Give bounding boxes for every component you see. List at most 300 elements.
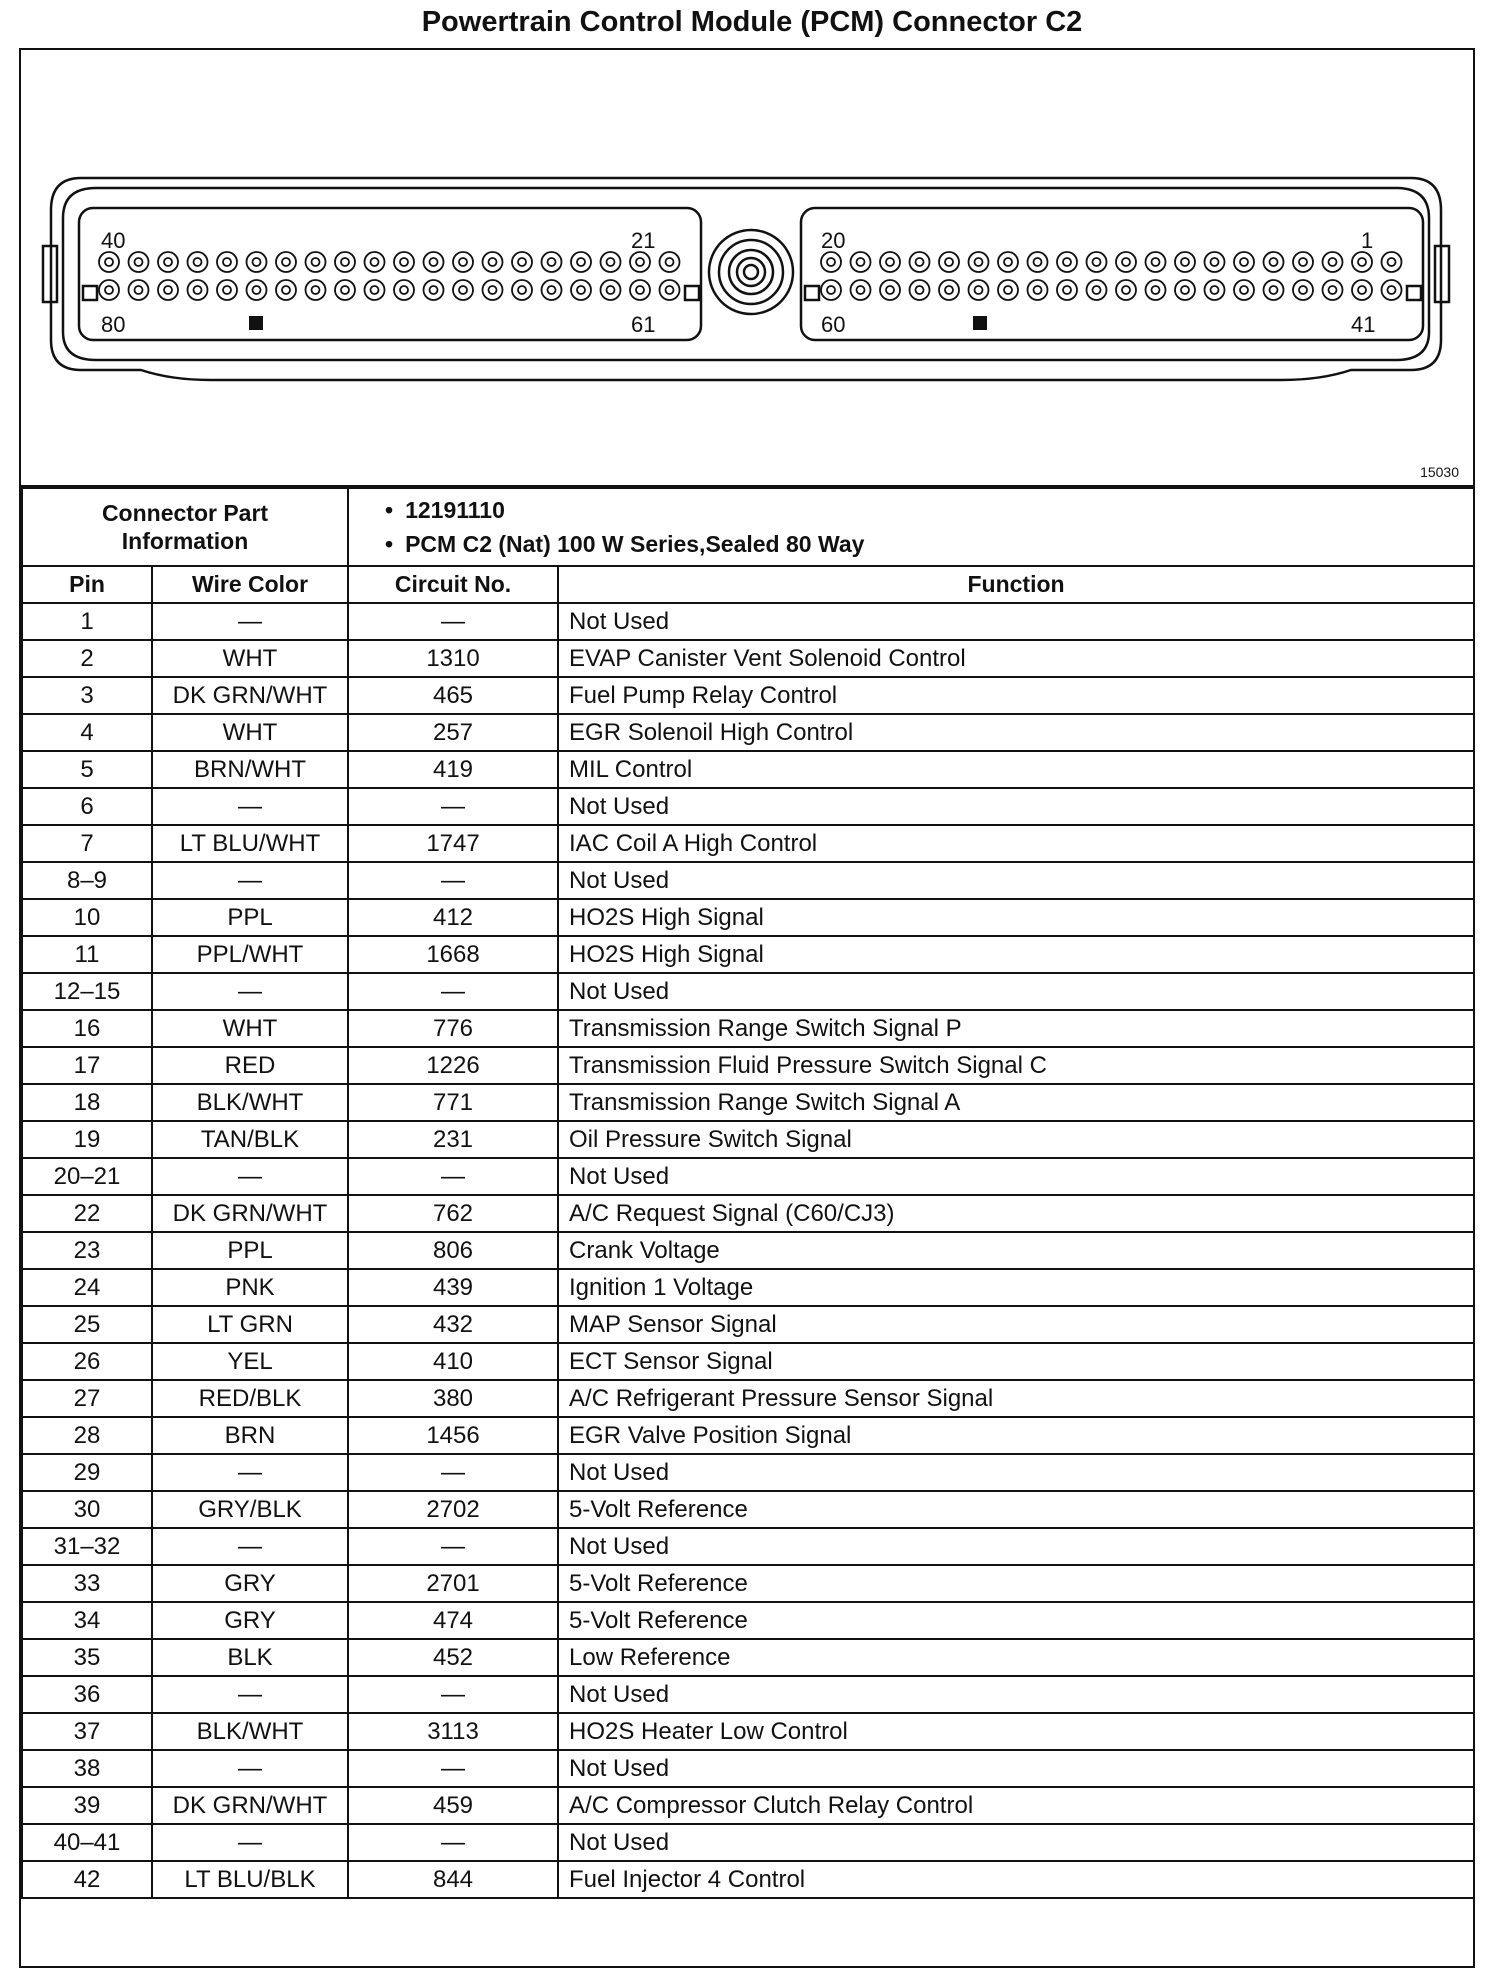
cell-pin: 7 [22,825,152,862]
cell-circuit: — [348,1824,558,1861]
cell-pin: 24 [22,1269,152,1306]
right-block-pin [1352,280,1372,300]
cell-function: Not Used [558,1676,1474,1713]
left-block-pin [365,252,385,272]
left-block-pin-center [430,286,438,294]
document-frame [19,48,1475,1968]
left-block-pin-center [548,258,556,266]
right-block-pin [1264,252,1284,272]
left-block-pin [99,252,119,272]
left-block-pin-center [636,286,644,294]
right-block-pin-center [1093,286,1101,294]
pin-label-80: 80 [101,312,126,337]
cell-function: Not Used [558,862,1474,899]
center-bolt [709,230,793,314]
cell-wire-color: — [152,1750,348,1787]
cell-function: A/C Request Signal (C60/CJ3) [558,1195,1474,1232]
cell-function: Low Reference [558,1639,1474,1676]
cell-wire-color: — [152,862,348,899]
table-row [22,1565,1474,1602]
left-block-pin [660,280,680,300]
left-block-pin [247,280,267,300]
cell-function: Crank Voltage [558,1232,1474,1269]
cell-pin: 25 [22,1306,152,1343]
cell-circuit: 419 [348,751,558,788]
cell-circuit: 410 [348,1343,558,1380]
left-block-pin [424,280,444,300]
cell-pin: 10 [22,899,152,936]
cell-function: Transmission Range Switch Signal P [558,1010,1474,1047]
left-block-pin [335,280,355,300]
right-block-pin-center [1004,286,1012,294]
left-block-pin [601,280,621,300]
right-block-pin-center [916,258,924,266]
left-block-pin-center [312,258,320,266]
connector-info-row [22,488,1474,566]
cell-wire-color: GRY/BLK [152,1491,348,1528]
col-header-wire-color: Wire Color [152,566,348,603]
cell-function: Not Used [558,1528,1474,1565]
cell-circuit: 1668 [348,936,558,973]
left-block-pin-center [164,258,172,266]
left-block-pin [394,280,414,300]
right-block-pin [998,252,1018,272]
table-row [22,1454,1474,1491]
table-row [22,1158,1474,1195]
left-block-pin [601,252,621,272]
page-title: Powertrain Control Module (PCM) Connector C2 [421,6,1083,38]
cell-function: HO2S High Signal [558,936,1474,973]
cell-wire-color: RED/BLK [152,1380,348,1417]
cell-function: Ignition 1 Voltage [558,1269,1474,1306]
left-block-pin [571,252,591,272]
cell-pin: 42 [22,1861,152,1898]
cell-circuit: 1747 [348,825,558,862]
table-row [22,1787,1474,1824]
left-block-pin-center [371,258,379,266]
cell-function: Not Used [558,1454,1474,1491]
cell-circuit: 762 [348,1195,558,1232]
pin-label-20: 20 [821,228,846,253]
cell-wire-color: — [152,1824,348,1861]
right-block-pin [1293,280,1313,300]
table-row [22,1121,1474,1158]
cell-function: Oil Pressure Switch Signal [558,1121,1474,1158]
right-block-pin [1116,280,1136,300]
left-block-pin [483,280,503,300]
left-block-pin-center [459,258,467,266]
left-block-pin [542,280,562,300]
right-block-pin-center [1299,258,1307,266]
cell-wire-color: PPL [152,899,348,936]
table-row [22,1010,1474,1047]
right-block-pin [1087,252,1107,272]
left-block-pin [483,252,503,272]
connector-info-label: Connector Part Information [22,488,348,566]
cell-circuit: 776 [348,1010,558,1047]
cell-circuit: 771 [348,1084,558,1121]
right-block-pin-center [945,258,953,266]
left-block-pin-center [489,286,497,294]
left-block-pin-center [548,286,556,294]
right-block-pin [1146,252,1166,272]
left-block-pin [424,252,444,272]
cell-function: MIL Control [558,751,1474,788]
cell-circuit: 2701 [348,1565,558,1602]
left-block-pin [335,252,355,272]
cell-circuit: — [348,1676,558,1713]
table-row [22,1528,1474,1565]
cell-wire-color: BRN [152,1417,348,1454]
left-block-pin [129,280,149,300]
left-block-pin-center [607,258,615,266]
right-block-pin [969,252,989,272]
left-block-pin-center [194,286,202,294]
left-block-pin [453,280,473,300]
cell-circuit: — [348,1750,558,1787]
left-block-pin [158,280,178,300]
table-row [22,1232,1474,1269]
cell-function: 5-Volt Reference [558,1602,1474,1639]
left-block-pin [188,252,208,272]
right-block-pin [1175,252,1195,272]
left-block-pin-center [105,286,113,294]
right-block-pin [880,280,900,300]
cell-pin: 19 [22,1121,152,1158]
right-block-pin [1323,252,1343,272]
cell-function: ECT Sensor Signal [558,1343,1474,1380]
left-block-pin-center [607,286,615,294]
right-block-pin [1028,252,1048,272]
cell-wire-color: BLK/WHT [152,1084,348,1121]
cell-function: A/C Compressor Clutch Relay Control [558,1787,1474,1824]
cell-pin: 39 [22,1787,152,1824]
right-block-pin [1293,252,1313,272]
cell-circuit: 412 [348,899,558,936]
cell-pin: 33 [22,1565,152,1602]
cell-circuit: 257 [348,714,558,751]
cell-wire-color: — [152,1528,348,1565]
cell-pin: 16 [22,1010,152,1047]
right-block-pin-center [1211,286,1219,294]
right-block-pin [1234,252,1254,272]
right-block-pin-center [1388,258,1396,266]
right-block-pin-center [1063,258,1071,266]
cell-circuit: — [348,973,558,1010]
left-block-pin-center [518,286,526,294]
table-row [22,677,1474,714]
connector-description: • PCM C2 (Nat) 100 W Series,Sealed 80 Way [385,527,1463,561]
cell-circuit: — [348,788,558,825]
right-block-pin [1352,252,1372,272]
table-row [22,751,1474,788]
table-row [22,862,1474,899]
left-block-pin [276,280,296,300]
cell-wire-color: WHT [152,1010,348,1047]
pin-label-40: 40 [101,228,126,253]
right-block-pin-center [1122,286,1130,294]
right-block-pin-center [945,286,953,294]
cell-pin: 8–9 [22,862,152,899]
left-block-pin [247,252,267,272]
table-row [22,1824,1474,1861]
table-row [22,1713,1474,1750]
right-block-pin [939,252,959,272]
left-block-pin [365,280,385,300]
cell-function: 5-Volt Reference [558,1565,1474,1602]
cell-circuit: 432 [348,1306,558,1343]
right-block-pin-center [1063,286,1071,294]
table-row [22,640,1474,677]
right-block-pin-center [1034,286,1042,294]
cell-circuit: — [348,1528,558,1565]
cell-function: EGR Valve Position Signal [558,1417,1474,1454]
left-block-pin-center [400,258,408,266]
cell-wire-color: — [152,788,348,825]
table-row [22,1047,1474,1084]
table-row [22,1491,1474,1528]
cell-wire-color: RED [152,1047,348,1084]
cell-circuit: 806 [348,1232,558,1269]
left-block-pin-center [194,258,202,266]
table-row [22,973,1474,1010]
cell-circuit: 1310 [348,640,558,677]
cell-wire-color: TAN/BLK [152,1121,348,1158]
cell-pin: 22 [22,1195,152,1232]
right-block-pin [821,280,841,300]
table-row [22,1639,1474,1676]
cell-wire-color: WHT [152,640,348,677]
cell-function: EVAP Canister Vent Solenoid Control [558,640,1474,677]
left-block-pin [453,252,473,272]
right-block-pin-center [827,258,835,266]
right-block-pin [880,252,900,272]
right-block-pin [1323,280,1343,300]
cell-wire-color: PPL [152,1232,348,1269]
left-block-pin [512,252,532,272]
cell-pin: 26 [22,1343,152,1380]
table-row [22,936,1474,973]
right-block-pin-center [1122,258,1130,266]
cell-function: IAC Coil A High Control [558,825,1474,862]
cell-circuit: — [348,603,558,640]
right-block-pin-center [1240,286,1248,294]
cell-wire-color: — [152,1676,348,1713]
col-header-pin: Pin [22,566,152,603]
left-block-pin [630,280,650,300]
table-row [22,1195,1474,1232]
cell-pin: 3 [22,677,152,714]
figure-number: 15030 [1420,464,1459,480]
cell-circuit: 1456 [348,1417,558,1454]
cell-circuit: — [348,1158,558,1195]
cell-pin: 29 [22,1454,152,1491]
left-block-pin-center [518,258,526,266]
col-header-circuit: Circuit No. [348,566,558,603]
right-block-pin-center [1299,286,1307,294]
cell-wire-color: LT BLU/BLK [152,1861,348,1898]
left-block-pin-center [400,286,408,294]
left-block-pin-center [666,286,674,294]
cell-pin: 18 [22,1084,152,1121]
right-block-pin-center [1329,286,1337,294]
left-block-pin-center [135,258,143,266]
pin-label-41: 41 [1351,312,1376,337]
right-block-pin-center [1093,258,1101,266]
left-block-pin-center [636,258,644,266]
left-block-pin-center [282,258,290,266]
right-block-pin [1175,280,1195,300]
right-block-pin-center [1152,258,1160,266]
cell-function: HO2S Heater Low Control [558,1713,1474,1750]
cell-function: Fuel Pump Relay Control [558,677,1474,714]
left-block-pin-center [577,258,585,266]
cell-pin: 37 [22,1713,152,1750]
cell-pin: 28 [22,1417,152,1454]
right-block-pin-center [827,286,835,294]
cell-pin: 1 [22,603,152,640]
left-pin-block [79,208,701,340]
left-block-pin-center [577,286,585,294]
cell-function: Not Used [558,788,1474,825]
table-row [22,1861,1474,1898]
left-block-pin [158,252,178,272]
right-pin-block [801,208,1423,340]
right-block-pin [1205,252,1225,272]
left-block-pin [306,280,326,300]
left-block-pin [571,280,591,300]
cell-pin: 11 [22,936,152,973]
left-block-pin [217,280,237,300]
cell-pin: 17 [22,1047,152,1084]
left-block-pin-center [489,258,497,266]
right-block-pin-center [916,286,924,294]
cell-wire-color: — [152,1454,348,1491]
cell-function: Not Used [558,603,1474,640]
cell-wire-color: GRY [152,1602,348,1639]
cell-pin: 35 [22,1639,152,1676]
cell-function: A/C Refrigerant Pressure Sensor Signal [558,1380,1474,1417]
table-row [22,1084,1474,1121]
right-block-pin-center [1358,258,1366,266]
cell-circuit: 2702 [348,1491,558,1528]
right-block-pin [998,280,1018,300]
table-row [22,1306,1474,1343]
pin-label-60: 60 [821,312,846,337]
connector-diagram [21,50,1473,487]
cell-pin: 36 [22,1676,152,1713]
right-block-pin-center [1329,258,1337,266]
cell-function: Not Used [558,1158,1474,1195]
right-block-pin-center [1152,286,1160,294]
cell-wire-color: WHT [152,714,348,751]
table-row [22,1380,1474,1417]
connector-face-drawing [21,50,1473,487]
left-block-pin [660,252,680,272]
left-block-pin-center [341,258,349,266]
cell-pin: 31–32 [22,1528,152,1565]
right-block-pin [851,280,871,300]
left-block-pin [99,280,119,300]
cell-function: Not Used [558,973,1474,1010]
cell-circuit: 452 [348,1639,558,1676]
table-row [22,899,1474,936]
cell-circuit: 459 [348,1787,558,1824]
right-block-pin [1028,280,1048,300]
cell-pin: 30 [22,1491,152,1528]
cell-wire-color: GRY [152,1565,348,1602]
right-block-pin [1264,280,1284,300]
right-block-pin [821,252,841,272]
right-block-pin-center [1181,258,1189,266]
right-block-pin-center [886,286,894,294]
cell-circuit: 380 [348,1380,558,1417]
cell-wire-color: DK GRN/WHT [152,1195,348,1232]
cell-wire-color: LT BLU/WHT [152,825,348,862]
left-block-pin-center [164,286,172,294]
left-block-pin [217,252,237,272]
cell-function: EGR Solenoil High Control [558,714,1474,751]
cell-wire-color: YEL [152,1343,348,1380]
cell-function: Not Used [558,1824,1474,1861]
left-block-pin [276,252,296,272]
table-row [22,714,1474,751]
table-row [22,788,1474,825]
right-block-pin [1057,252,1077,272]
right-block-pin-center [1358,286,1366,294]
right-block-pin [851,252,871,272]
cell-circuit: 474 [348,1602,558,1639]
cell-function: Transmission Range Switch Signal A [558,1084,1474,1121]
right-block-pin [1234,280,1254,300]
cell-wire-color: — [152,603,348,640]
pinout-table [21,487,1475,1899]
left-block-pin [630,252,650,272]
cell-wire-color: PNK [152,1269,348,1306]
table-row [22,825,1474,862]
table-row [22,1750,1474,1787]
right-block-pin [1116,252,1136,272]
right-block-pin-center [1270,258,1278,266]
pin-label-1: 1 [1361,228,1374,253]
left-block-pin-center [282,286,290,294]
left-block-pin [306,252,326,272]
cell-pin: 27 [22,1380,152,1417]
right-block-pin [1382,280,1402,300]
cell-function: Not Used [558,1750,1474,1787]
table-row [22,1269,1474,1306]
cell-circuit: — [348,862,558,899]
cell-wire-color: LT GRN [152,1306,348,1343]
pin-label-61: 61 [631,312,656,337]
left-block-pin [512,280,532,300]
left-block-pin [394,252,414,272]
connector-info-values [348,488,1474,566]
table-row [22,1343,1474,1380]
table-row [22,1417,1474,1454]
right-block-pin-center [975,258,983,266]
cell-function: MAP Sensor Signal [558,1306,1474,1343]
right-block-pin-center [857,286,865,294]
cell-pin: 20–21 [22,1158,152,1195]
cell-pin: 12–15 [22,973,152,1010]
left-block-pin-center [105,258,113,266]
table-row [22,603,1474,640]
left-block-pin-center [223,258,231,266]
right-block-pin [1057,280,1077,300]
cell-wire-color: BRN/WHT [152,751,348,788]
right-block-pin [1205,280,1225,300]
